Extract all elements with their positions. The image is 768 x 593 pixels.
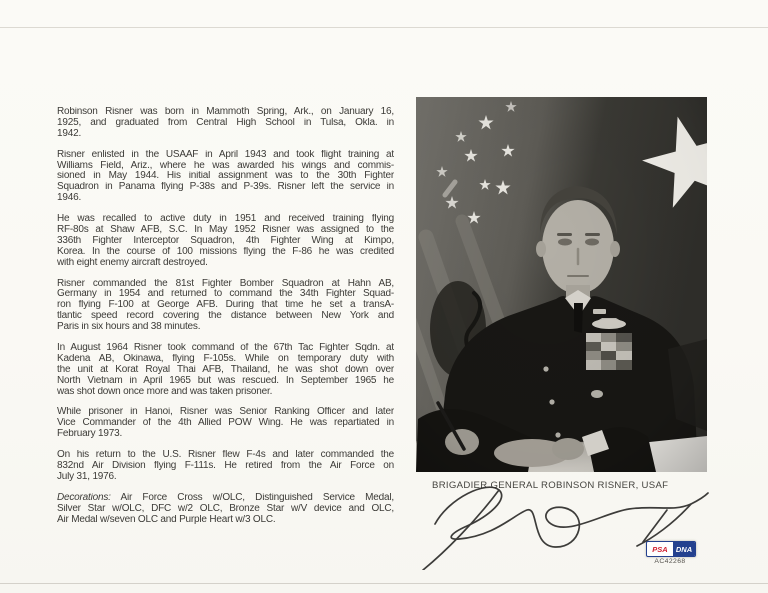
decorations-line1 bbox=[57, 493, 394, 504]
psa-logo: PSA bbox=[652, 544, 668, 554]
page-bottom-edge bbox=[0, 583, 768, 584]
page-top-edge bbox=[0, 27, 768, 28]
psa-dna-sticker bbox=[646, 541, 696, 557]
decorations-line2: Silver Star w/OLC, DFC w/2 OLC, Bronze Star w/V device and OLC, bbox=[57, 503, 394, 514]
biography-text bbox=[57, 107, 394, 536]
bio-line: RF-80s at Shaw AFB, S.C. In May 1952 Risner was assigned to the bbox=[57, 225, 394, 236]
decorations-line3: Air Medal w/seven OLC and Purple Heart w/3 OLC. bbox=[57, 514, 276, 525]
photo-caption: BRIGADIER GENERAL ROBINSON RISNER, USAF bbox=[432, 480, 669, 491]
bio-line: Squadron in Panama flying P-38s and P-39s. Risner left the service in bbox=[57, 182, 394, 193]
bio-line: Korea. In the course of 100 missions flying the F-86 he was credited bbox=[57, 246, 394, 257]
bio-line: Williams Field, Ariz., where he was awarded his wings and commis- bbox=[57, 160, 394, 171]
bio-paragraph-pow bbox=[57, 407, 394, 440]
bio-line: ron flying F-100 at George AFB. During that time he set a transA- bbox=[57, 300, 394, 311]
decorations-line1-rest: Air Force Cross w/OLC, Distinguished Service Medal, bbox=[110, 492, 394, 503]
bio-line: Vice Commander of the 4th Allied POW Wing. He was repartiated in bbox=[57, 418, 394, 429]
bio-line: While prisoner in Hanoi, Risner was Senior Ranking Officer and later bbox=[57, 407, 394, 418]
bio-paragraph-decorations bbox=[57, 493, 394, 526]
bio-line: was shot down once more and was taken prisoner. bbox=[57, 386, 273, 397]
bio-line: Risner enlisted in the USAAF in April 1943 and took flight training at bbox=[57, 149, 394, 160]
bio-line: Risner commanded the 81st Fighter Bomber Squadron at Hahn AB, bbox=[57, 278, 394, 289]
bio-line: February 1973. bbox=[57, 429, 123, 440]
bio-line: Robinson Risner was born in Mammoth Spring, Ark., on January 16, bbox=[57, 107, 394, 117]
bio-paragraph-commands bbox=[57, 279, 394, 333]
bio-line: Germany in 1954 and returned to command the 34th Fighter Squad- bbox=[57, 289, 394, 300]
dna-logo: DNA bbox=[673, 542, 695, 556]
bio-line: 832nd Air Division flying F-111s. He retired from the Air Force on bbox=[57, 461, 394, 472]
bio-paragraph-enlistment bbox=[57, 150, 394, 204]
bio-line: Paris in six hours and 38 minutes. bbox=[57, 322, 201, 333]
bio-line: sioned in May 1944. His initial assignment was to the 30th Fighter bbox=[57, 171, 394, 182]
bio-line: 1946. bbox=[57, 193, 82, 204]
bio-line: the unit at Korat Royal Thai AFB, Thailand, he was shot down over bbox=[57, 364, 394, 375]
bio-paragraph-birth bbox=[57, 107, 394, 140]
bio-line: On his return to the U.S. Risner flew F-4s and later commanded the bbox=[57, 450, 394, 461]
bio-line: July 31, 1976. bbox=[57, 471, 117, 482]
bio-line: tlantic speed record covering the distance between New York and bbox=[57, 311, 394, 322]
bio-paragraph-vietnam bbox=[57, 343, 394, 397]
bio-line: 336th Fighter Interceptor Squadron, 4th Fighter Wing at Kimpo, bbox=[57, 235, 394, 246]
bio-line: He was recalled to active duty in 1951 and received training flying bbox=[57, 214, 394, 225]
bio-line: with eight enemy aircraft destroyed. bbox=[57, 257, 208, 268]
bio-line: North Vietnam in April 1965 but was rescued. In September 1965 he bbox=[57, 375, 394, 386]
certification-number: AC42268 bbox=[654, 558, 686, 565]
portrait-photo bbox=[416, 97, 707, 472]
bio-paragraph-korea bbox=[57, 214, 394, 268]
decorations-label: Decorations: bbox=[57, 492, 111, 503]
bio-line: 1925, and graduated from Central High School in Tulsa, Okla. in bbox=[57, 117, 394, 128]
bio-paragraph-retirement bbox=[57, 450, 394, 483]
bio-line: Kadena AB, Okinawa, flying F-105s. While on temporary duty with bbox=[57, 353, 394, 364]
bio-line: In August 1964 Risner took command of the 67th Tac Fighter Sqdn. at bbox=[57, 343, 394, 354]
bio-line: 1942. bbox=[57, 128, 82, 139]
